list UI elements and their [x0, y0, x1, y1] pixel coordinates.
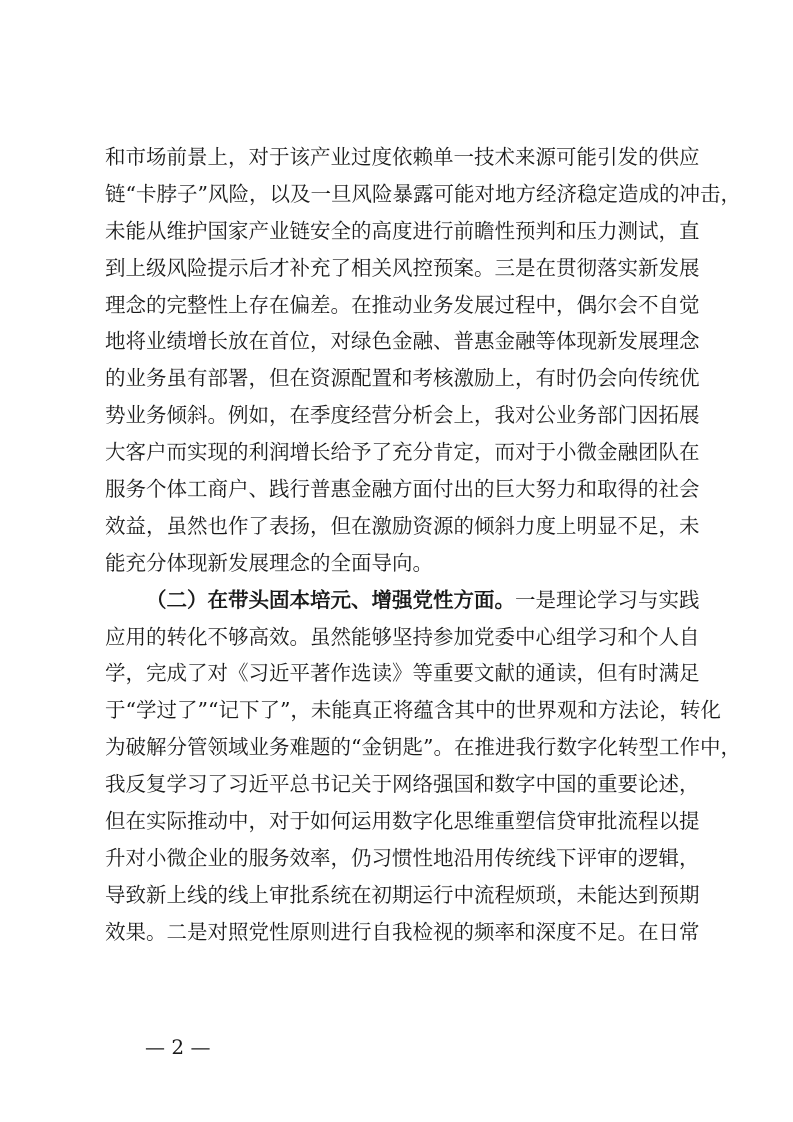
document-body	[105, 139, 741, 951]
text-line: 为破解分管领域业务难题的“金钥匙”。在推进我行数字化转型工作中，	[105, 735, 741, 760]
text-line: 地将业绩增长放在首位，对绿色金融、普惠金融等体现新发展理念	[105, 329, 700, 354]
text-line: 效益，虽然也作了表扬，但在激励资源的倾斜力度上明显不足，未	[105, 513, 700, 538]
section-heading-line	[105, 582, 700, 619]
text-line: 我反复学习了习近平总书记关于网络强国和数字中国的重要论述，	[105, 772, 700, 797]
text-line: 学，完成了对《习近平著作选读》等重要文献的通读，但有时满足	[105, 661, 700, 686]
text-line: 和市场前景上，对于该产业过度依赖单一技术来源可能引发的供应	[105, 145, 700, 169]
text-line: 服务个体工商户、践行普惠金融方面付出的巨大努力和取得的社会	[105, 477, 700, 502]
text-line: 效果。二是对照党性原则进行自我检视的频率和深度不足。在日常	[105, 919, 700, 944]
section-intro-text: 一是理论学习与实践	[515, 587, 700, 612]
text-line: 链“卡脖子”风险，以及一旦风险暴露可能对地方经济稳定造成的冲击，	[105, 181, 741, 206]
text-line: 的业务虽有部署，但在资源配置和考核激励上，有时仍会向传统优	[105, 366, 700, 391]
text-line: 未能从维护国家产业链安全的高度进行前瞻性预判和压力测试，直	[105, 218, 700, 243]
text-line: 势业务倾斜。例如，在季度经营分析会上，我对公业务部门因拓展	[105, 403, 700, 428]
text-line: 能充分体现新发展理念的全面导向。	[105, 550, 433, 575]
section-heading: （二）在带头固本培元、增强党性方面。	[146, 587, 515, 612]
text-line: 导致新上线的线上审批系统在初期运行中流程烦琐，未能达到预期	[105, 882, 700, 907]
page-number: — 2 —	[145, 1035, 211, 1059]
text-line: 大客户而实现的利润增长给予了充分肯定，而对于小微金融团队在	[105, 440, 700, 465]
text-line: 于“学过了”“记下了”，未能真正将蕴含其中的世界观和方法论，转化	[105, 698, 721, 723]
text-line: 升对小微企业的服务效率，仍习惯性地沿用传统线下评审的逻辑，	[105, 845, 700, 870]
text-line: 到上级风险提示后才补充了相关风控预案。三是在贯彻落实新发展	[105, 255, 700, 280]
text-line: 但在实际推动中，对于如何运用数字化思维重塑信贷审批流程以提	[105, 809, 700, 834]
text-line: 理念的完整性上存在偏差。在推动业务发展过程中，偶尔会不自觉	[105, 292, 700, 317]
text-line: 应用的转化不够高效。虽然能够坚持参加党委中心组学习和个人自	[105, 624, 700, 649]
